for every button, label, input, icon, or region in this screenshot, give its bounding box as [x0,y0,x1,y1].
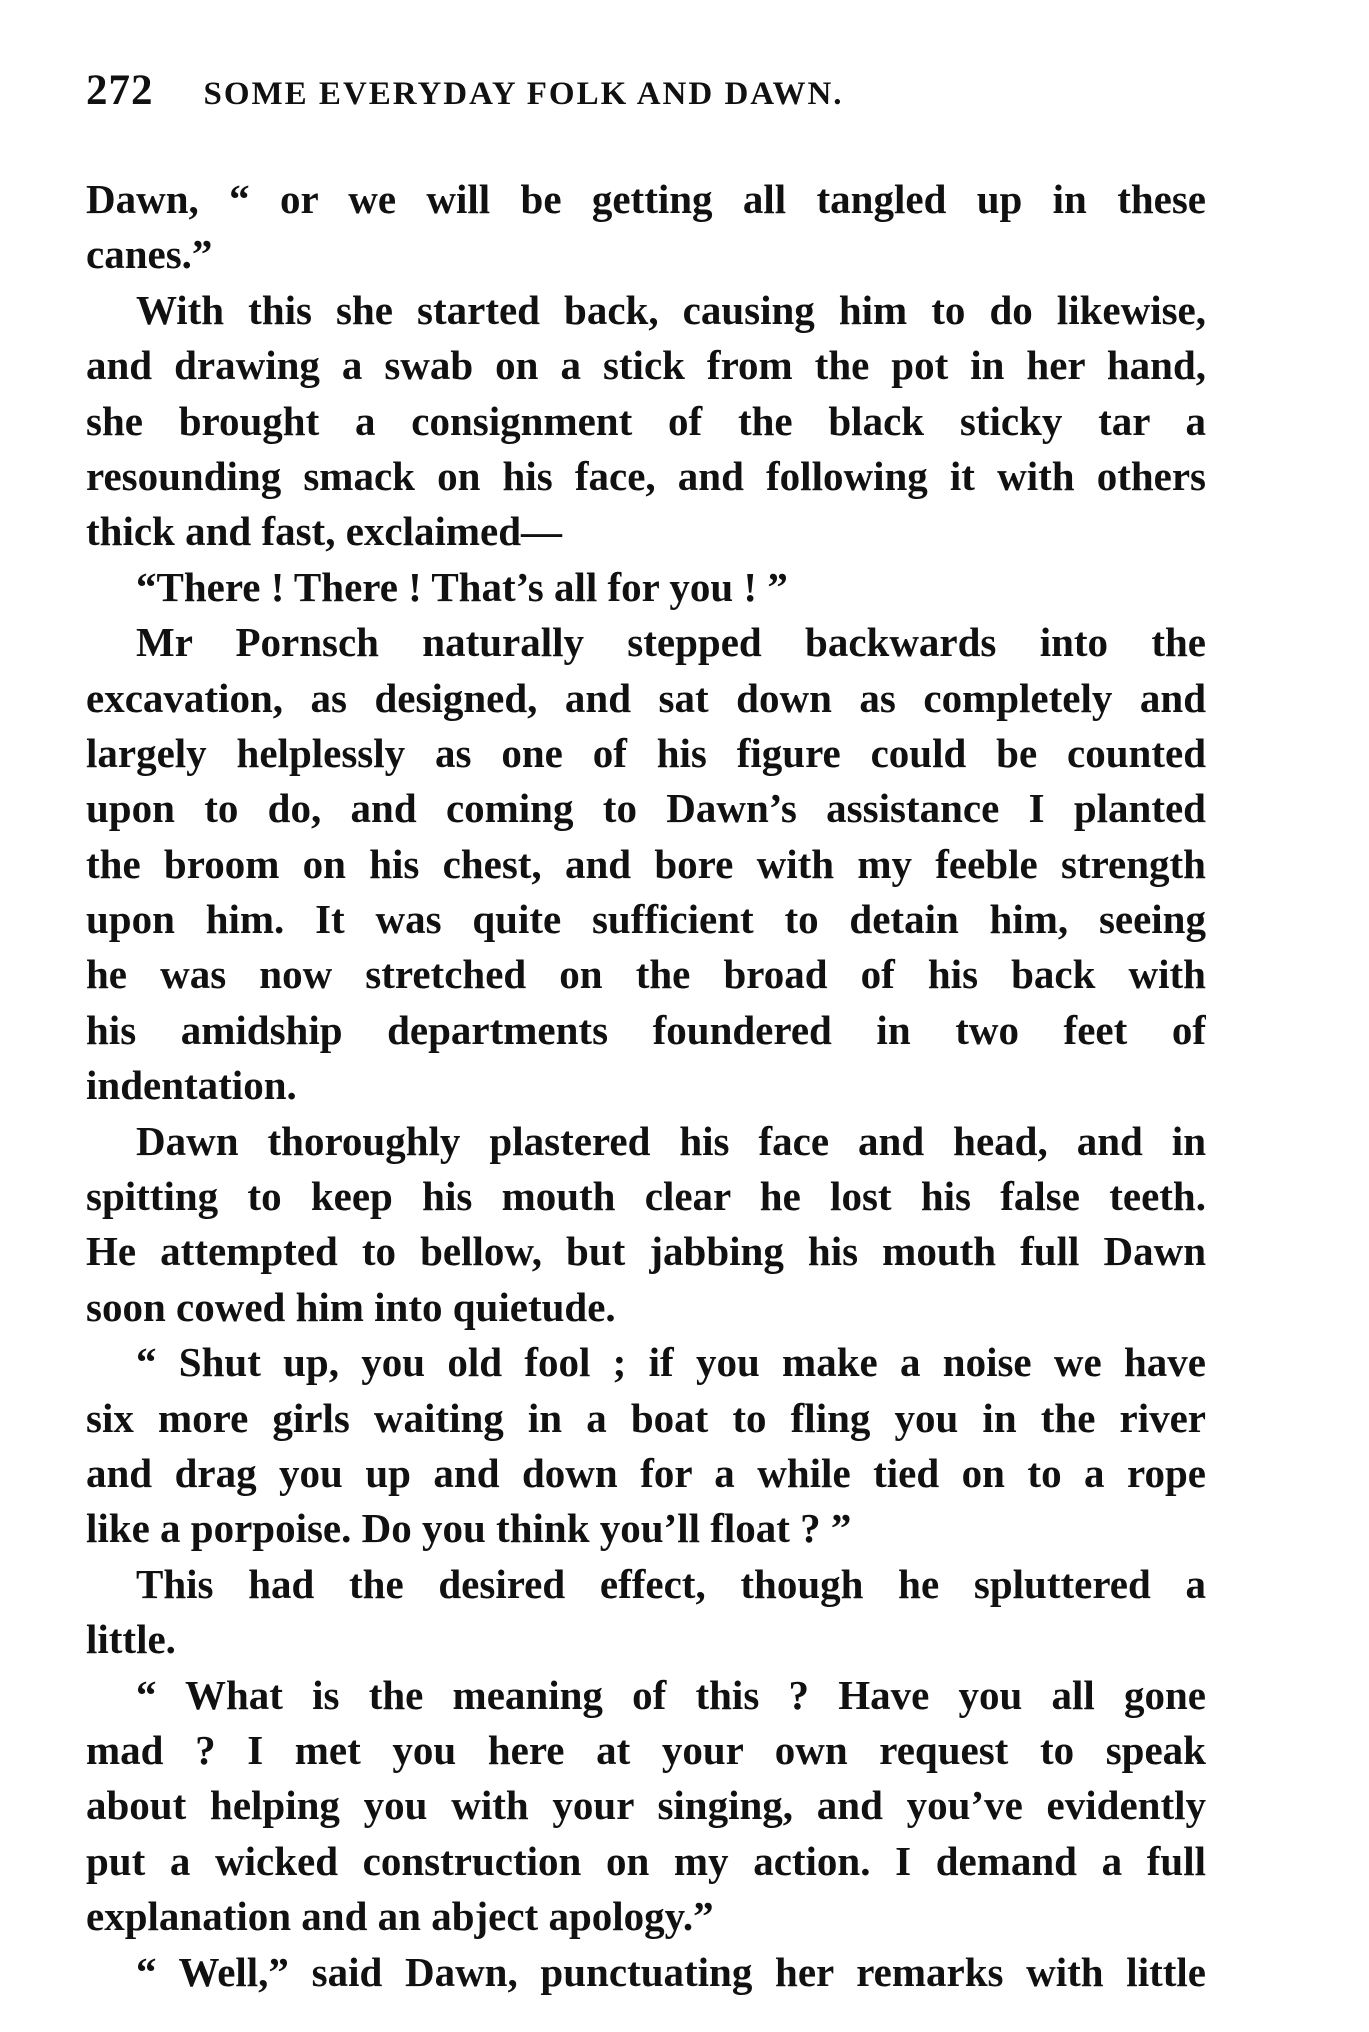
text-line: put a wicked construction on my action. I demand a full [86,1837,1206,1884]
text-line: upon him. It was quite sufficient to detain him, seeing [86,896,1206,943]
text-line: soon cowed him into quietude. [86,1283,616,1330]
page-number: 272 [86,67,154,114]
text-line: Dawn, “ or we will be getting all tangled up in these [86,176,1206,222]
text-line: Mr Pornsch naturally stepped backwards into the [136,619,1206,666]
text-line: indentation. [86,1062,297,1109]
text-line: six more girls waiting in a boat to fling you in the river [86,1394,1206,1441]
text-line: resounding smack on his face, and following it with others [86,452,1206,499]
running-title: SOME EVERYDAY FOLK AND DAWN. [203,76,844,112]
text-line: little. [86,1616,176,1663]
text-line: and drawing a swab on a stick from the pot in her hand, [86,342,1206,389]
text-line: With this she started back, causing him to do likewise, [136,286,1206,333]
text-line: “ Well,” said Dawn, punctuating her remarks with little [136,1948,1206,1995]
text-line: the broom on his chest, and bore with my feeble strength [86,840,1206,887]
text-line: explanation and an abject apology.” [86,1893,714,1940]
text-line: and drag you up and down for a while tied on to a rope [86,1449,1206,1496]
text-line: spitting to keep his mouth clear he lost his false teeth. [86,1173,1206,1220]
text-line: upon to do, and coming to Dawn’s assistance I planted [86,785,1206,832]
text-line: excavation, as designed, and sat down as completely and [86,674,1206,721]
text-line: “ Shut up, you old fool ; if you make a noise we have [136,1339,1206,1386]
text-line: thick and fast, exclaimed— [86,508,563,555]
text-line: “ What is the meaning of this ? Have you all gone [136,1671,1206,1718]
book-page [86,66,1206,2000]
text-line: He attempted to bellow, but jabbing his mouth full Dawn [86,1228,1206,1275]
text-line: Dawn thoroughly plastered his face and head, and in [136,1117,1206,1164]
running-head [86,66,1206,126]
text-line: she brought a consignment of the black sticky tar a [86,397,1206,444]
text-line: largely helplessly as one of his figure could be counted [86,729,1206,776]
text-line: canes.” [86,231,213,278]
text-line: his amidship departments foundered in two feet of [86,1006,1206,1053]
text-line: like a porpoise. Do you think you’ll float ? ” [86,1505,852,1552]
text-line: about helping you with your singing, and you’ve evidently [86,1782,1206,1829]
text-line: “There ! There ! That’s all for you ! ” [136,563,788,610]
body-text [86,172,1206,2000]
text-line: mad ? I met you here at your own request to speak [86,1726,1206,1773]
text-line: This had the desired effect, though he spluttered a [136,1560,1206,1607]
text-line: he was now stretched on the broad of his back with [86,951,1206,998]
